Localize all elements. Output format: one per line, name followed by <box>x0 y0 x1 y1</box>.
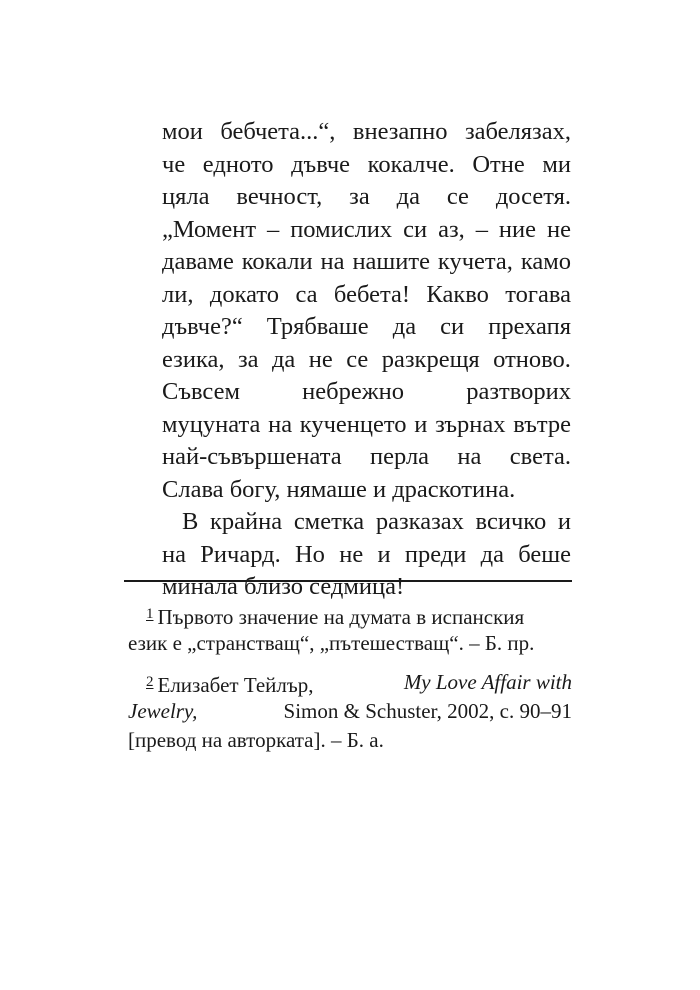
word: че <box>162 150 186 178</box>
word: за <box>349 183 370 210</box>
text-line <box>162 181 571 214</box>
footnote-separator <box>124 580 572 582</box>
word: – <box>266 215 280 243</box>
word: да <box>271 345 296 373</box>
book-title: My Love Affair with <box>403 670 572 694</box>
word: перла <box>370 443 430 470</box>
word: кокалче. <box>367 150 455 178</box>
main-text <box>162 116 571 604</box>
word: бебета! <box>333 280 410 308</box>
word: едното <box>202 150 274 178</box>
footnote-text: 1 Първото значение на думата в испанския <box>146 600 524 629</box>
word: разтворих <box>466 378 571 405</box>
footnote-number[interactable]: 2 <box>146 674 154 690</box>
footnote-line <box>128 668 572 697</box>
text-line <box>162 571 571 604</box>
footnote-text: език е „странстващ“, „пътешестващ“. – Б. пр. <box>128 631 535 655</box>
word: на <box>268 410 293 438</box>
word: близо <box>244 573 304 600</box>
word: за <box>237 345 259 373</box>
word: не <box>339 540 364 568</box>
word: крайна <box>210 508 283 535</box>
footnote-line <box>128 726 572 755</box>
word: дъвче <box>291 150 351 178</box>
text-line <box>162 279 571 312</box>
word: бебчета...“, <box>220 118 336 145</box>
word: тогава <box>505 280 571 308</box>
word: камо <box>520 248 571 275</box>
word: езика, <box>162 345 225 373</box>
word: си <box>440 313 465 340</box>
word: Ричард. <box>200 540 281 568</box>
word: Но <box>294 540 325 568</box>
word: богу, <box>229 475 281 503</box>
word: помислих <box>290 215 393 243</box>
word: нашите <box>352 248 430 275</box>
word: зърнах <box>435 410 506 438</box>
word: на <box>457 443 482 470</box>
word: разкрещя <box>381 345 480 373</box>
footnote-line <box>128 600 572 629</box>
word: най-съвършената <box>162 443 342 470</box>
word: не <box>546 215 571 243</box>
footnote-1 <box>128 600 572 658</box>
word: отново. <box>493 345 571 373</box>
word: цяла <box>162 183 210 210</box>
word: ли, <box>162 280 194 308</box>
word: се <box>346 345 369 373</box>
word: дъвче?“ <box>162 313 243 340</box>
word: досетя. <box>495 183 571 210</box>
word: небрежно <box>302 378 405 405</box>
footnote-2 <box>128 668 572 755</box>
word: ние <box>498 215 537 243</box>
text-line <box>162 214 571 247</box>
word: не <box>308 345 333 373</box>
word: Съвсем <box>162 378 240 405</box>
text-line <box>162 441 571 474</box>
word: кученцето <box>299 410 407 438</box>
word: и <box>372 475 387 503</box>
word: и <box>557 508 571 535</box>
word: прехапя <box>488 313 571 340</box>
word: сметка <box>293 508 365 535</box>
word: Какво <box>426 280 489 308</box>
book-title: Jewelry, <box>128 699 198 723</box>
word: кокали <box>241 248 313 275</box>
word: даваме <box>162 248 234 275</box>
word: забелязах, <box>464 118 571 145</box>
word: внезапно <box>352 118 448 145</box>
text-line <box>162 376 571 409</box>
text-line <box>162 506 571 539</box>
footnote-text: [превод на авторката]. – Б. а. <box>128 728 384 752</box>
word: вечност, <box>236 183 323 210</box>
word: ми <box>542 150 571 178</box>
word: се <box>446 183 469 210</box>
word: Трябваше <box>266 313 369 340</box>
word: на <box>320 248 345 275</box>
word: да <box>392 313 417 340</box>
word: „Момент <box>162 215 257 243</box>
word: преди <box>404 540 467 568</box>
word: седмица! <box>309 573 405 600</box>
word: да <box>480 540 504 568</box>
word: драскотина. <box>392 475 516 503</box>
word: Слава <box>162 475 224 503</box>
word: аз, <box>438 215 465 243</box>
word: кучета, <box>437 248 513 275</box>
word: да <box>396 183 420 210</box>
word: и <box>414 410 428 438</box>
word: си <box>403 215 428 243</box>
footnote-line <box>128 629 572 658</box>
word: муцуната <box>162 410 261 438</box>
word: беше <box>518 540 571 568</box>
footnote-text: 2 Елизабет Тейлър, <box>146 668 314 697</box>
footnotes <box>128 600 572 765</box>
word: В <box>182 508 199 535</box>
word: минала <box>162 573 238 600</box>
text-line <box>162 409 571 442</box>
footnote-text: Simon & Schuster, 2002, с. 90–91 <box>283 699 572 723</box>
text-line <box>162 149 571 182</box>
word: вътре <box>513 410 571 438</box>
word: света. <box>509 443 571 470</box>
text-line <box>162 539 571 572</box>
text-line <box>162 344 571 377</box>
text-line <box>162 116 571 149</box>
word: нямаше <box>286 475 367 503</box>
footnote-number[interactable]: 1 <box>146 606 154 622</box>
word: са <box>295 280 318 308</box>
text-line <box>162 311 571 344</box>
word: докато <box>209 280 280 308</box>
word: мои <box>162 118 203 145</box>
text-line <box>162 246 571 279</box>
word: и <box>377 540 391 568</box>
word: всичко <box>475 508 547 535</box>
word: разказах <box>375 508 464 535</box>
word: на <box>162 540 186 568</box>
word: Отне <box>472 150 525 178</box>
text-line <box>162 474 571 507</box>
word: – <box>475 215 488 243</box>
footnote-line <box>128 697 572 726</box>
